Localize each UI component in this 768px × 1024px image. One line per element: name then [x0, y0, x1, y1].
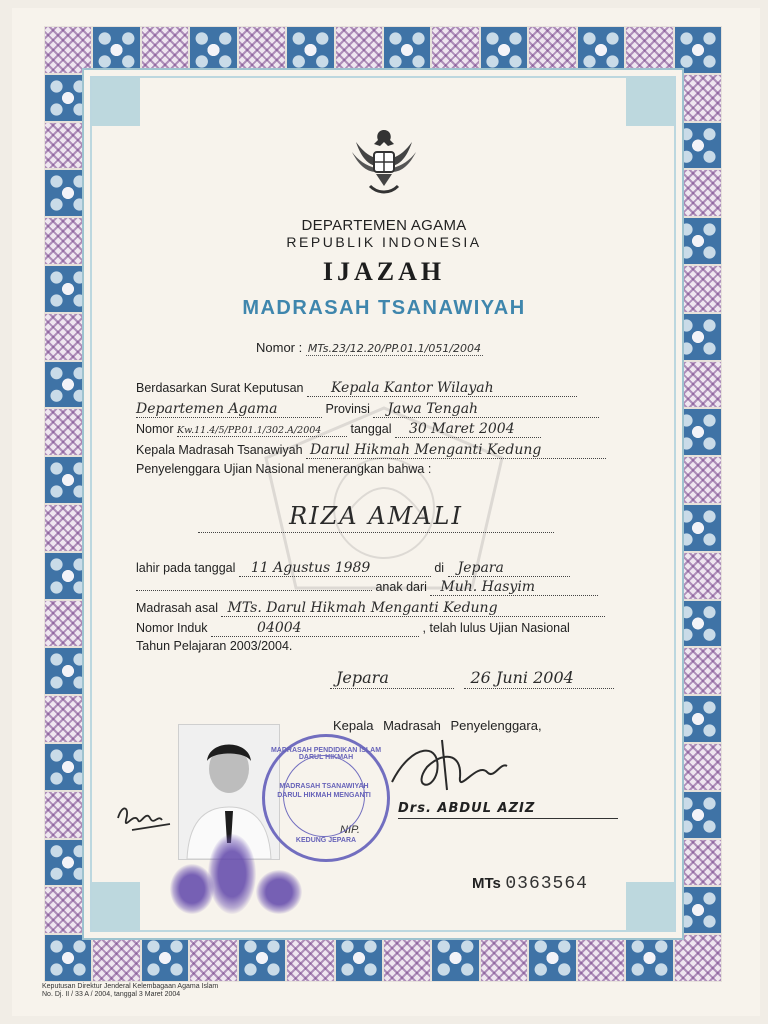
issue-date: 26 Juni 2004	[470, 668, 574, 687]
republic-heading: REPUBLIK INDONESIA	[286, 234, 482, 250]
madrasah-head-value: Darul Hikmah Menganti Kedung	[310, 442, 542, 458]
induk-value: 04004	[257, 620, 302, 636]
certificate-number-label: Nomor :	[256, 340, 303, 355]
school-stamp	[262, 734, 390, 862]
department-heading: DEPARTEMEN AGAMA	[301, 217, 467, 234]
parent-label: anak dari	[375, 580, 427, 594]
thumbprint-3	[256, 870, 302, 914]
decree-number-value: Kw.11.4/5/PP.01.1/302.A/2004	[177, 425, 322, 436]
decree-date-value: 30 Maret 2004	[408, 421, 515, 437]
birth-place-label: di	[434, 561, 445, 575]
nip-label: NIP.	[340, 824, 360, 836]
decree-date-label: tanggal	[350, 422, 392, 436]
footnote-line-2: No. Dj. II / 33 A / 2004, tanggal 3 Maret 2004	[42, 991, 181, 998]
student-name: RIZA AMALI	[198, 502, 554, 533]
origin-school-value: MTs. Darul Hikmah Menganti Kedung	[227, 600, 498, 616]
birth-date-label: lahir pada tanggal	[136, 561, 236, 575]
birth-line	[136, 560, 570, 577]
stamp-top-text: MADRASAH PENDIDIKAN ISLAM DARUL HIKMAH	[270, 747, 382, 761]
decree-line-4	[136, 442, 606, 459]
serial-value: 0363564	[505, 874, 588, 894]
stamp-center-text: MADRASAH TSANAWIYAH DARUL HIKMAH MENGANTI	[277, 783, 371, 799]
province-value: Jawa Tengah	[387, 401, 479, 417]
decree-number-label: Nomor	[136, 422, 174, 436]
induk-line	[136, 620, 570, 637]
serial-prefix: MTs	[472, 875, 501, 892]
certificate-number-value: MTs.23/12.20/PP.01.1/051/2004	[307, 342, 482, 355]
organizer-statement: Penyelenggara Ujian Nasional menerangkan bahwa :	[136, 462, 432, 476]
school-type-subtitle: MADRASAH TSANAWIYAH	[242, 297, 526, 319]
decree-line-1	[136, 380, 577, 397]
garuda-emblem-icon	[348, 124, 420, 198]
origin-school-label: Madrasah asal	[136, 601, 218, 615]
stamp-bottom-text: KEDUNG JEPARA	[295, 837, 357, 844]
decree-department-value: Departemen Agama	[136, 401, 278, 417]
footnote	[42, 983, 218, 999]
decree-issuer-value: Kepala Kantor Wilayah	[330, 380, 494, 396]
birth-date-value: 11 Agustus 1989	[250, 560, 371, 576]
madrasah-head-label: Kepala Madrasah Tsanawiyah	[136, 443, 303, 457]
induk-label: Nomor Induk	[136, 621, 208, 635]
thumbprint-2	[208, 834, 256, 914]
issue-place: Jepara	[336, 668, 389, 687]
origin-line	[136, 600, 605, 617]
decree-line-3	[136, 421, 541, 438]
principal-signature-icon	[382, 732, 532, 804]
signer-title: Kepala Madrasah Penyelenggara,	[333, 718, 542, 733]
serial-number	[472, 874, 588, 894]
passed-statement: , telah lulus Ujian Nasional	[422, 621, 570, 635]
province-label: Provinsi	[325, 402, 370, 416]
parent-line	[136, 579, 598, 596]
certificate-title: IJAZAH	[322, 257, 446, 286]
decree-label: Berdasarkan Surat Keputusan	[136, 381, 304, 395]
certificate-number	[256, 340, 483, 355]
footnote-line-1: Keputusan Direktur Jenderal Kelembagaan Agama Islam	[42, 983, 219, 990]
academic-year: Tahun Pelajaran 2003/2004.	[136, 639, 293, 653]
parent-value: Muh. Hasyim	[440, 579, 536, 595]
decree-line-2	[136, 401, 599, 418]
issue-place-date	[330, 668, 614, 689]
signer-name: Drs. ABDUL AZIZ	[398, 801, 618, 819]
holder-signature-icon	[112, 796, 178, 840]
birth-place-value: Jepara	[457, 560, 504, 576]
